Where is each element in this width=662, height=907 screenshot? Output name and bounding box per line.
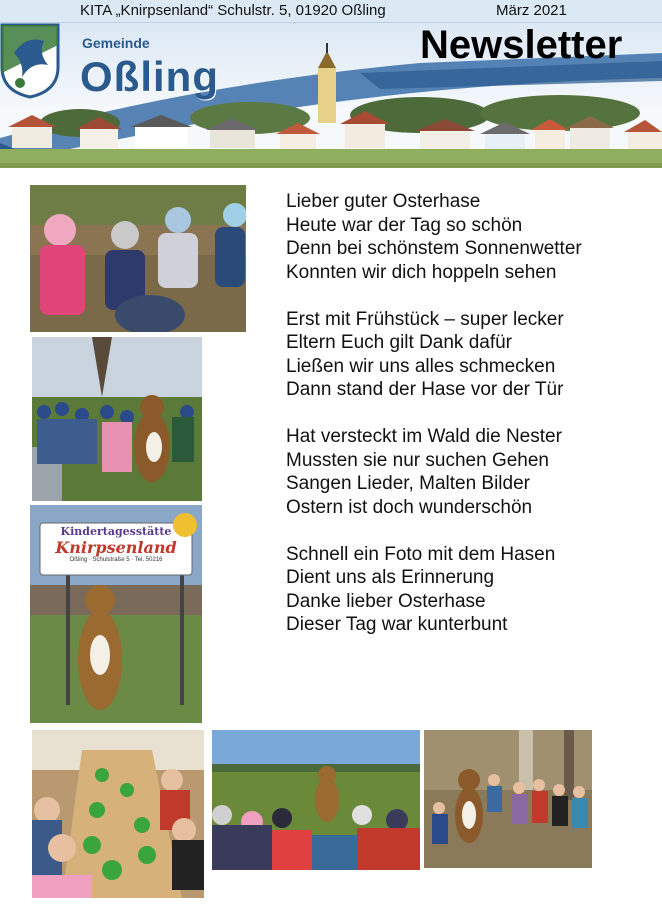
poem-line: Ostern ist doch wunderschön xyxy=(286,496,533,518)
poem-line: Konnten wir dich hoppeln sehen xyxy=(286,261,557,283)
poem-line: Erst mit Frühstück – super lecker xyxy=(286,308,564,330)
poem-line: Dient uns als Erinnerung xyxy=(286,567,495,588)
poem-line: Dieser Tag war kunterbunt xyxy=(286,614,508,635)
header-bar xyxy=(0,0,662,23)
poem-stanza xyxy=(286,308,646,402)
photo-forest-group xyxy=(424,730,592,868)
banner xyxy=(0,23,662,168)
poem-stanza xyxy=(286,425,646,519)
poem-line: Schnell ein Foto mit dem Hasen xyxy=(286,543,556,565)
poem-stanza xyxy=(286,543,646,637)
poem-line: Eltern Euch gilt Dank dafür xyxy=(286,332,513,353)
poem-line: Danke lieber Osterhase xyxy=(286,590,486,612)
kita-sign-line1: Kindertagesstätte xyxy=(60,525,172,538)
poem-line: Dann stand der Hase vor der Tür xyxy=(286,379,564,400)
poem-line: Hat versteckt im Wald die Nester xyxy=(286,426,562,447)
poem-line: Lieber guter Osterhase xyxy=(286,191,481,212)
photo-children-egg-hunt xyxy=(30,185,246,332)
photo-group-with-bunny xyxy=(32,337,202,501)
poem-line: Heute war der Tag so schön xyxy=(286,214,523,236)
photo-breakfast-table xyxy=(32,730,204,898)
poem-line: Sangen Lieder, Malten Bilder xyxy=(286,473,530,494)
poem-line: Denn bei schönstem Sonnenwetter xyxy=(286,238,582,259)
municipality-name: Oßling xyxy=(80,53,219,100)
newsletter-date: März 2021 xyxy=(496,2,567,19)
photo-bunny-at-kita-sign xyxy=(30,505,202,723)
photo-bunny-on-meadow xyxy=(212,730,420,870)
kita-sign-line2: Knirpsenland xyxy=(55,538,177,557)
coat-of-arms-icon xyxy=(0,23,60,99)
kita-sign-line3: Oßling · Schulstraße 5 · Tel. 50216 xyxy=(69,557,163,563)
newsletter-title: Newsletter xyxy=(420,23,623,67)
easter-poem xyxy=(286,190,646,660)
kita-address: KITA „Knirpsenland“ Schulstr. 5, 01920 Oßling xyxy=(80,2,386,19)
poem-line: Mussten sie nur suchen Gehen xyxy=(286,449,549,471)
municipality-label: Gemeinde xyxy=(82,35,150,51)
poem-line: Ließen wir uns alles schmecken xyxy=(286,355,556,377)
poem-stanza xyxy=(286,190,646,284)
